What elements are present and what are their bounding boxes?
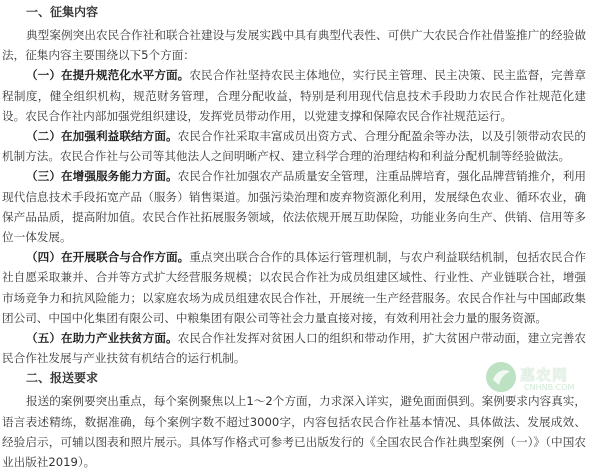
- item-paragraph-1: [2, 65, 586, 126]
- item-body-4: 重点突出联合合作的具体运行管理机制，与农户利益联结机制，包括农民合作社自愿采取兼并、合并等方式扩大经营服务规模；以农民合作社为成员组建区域性、行业性、产业链联合社，增强市场竞争力和抗风险能力；以家庭农场为成员组建农民合作社，开展统一生产经营服务。农民合作社与中国邮政集团公司、中国中化集团有限公司、中粮集团有限公司等社会力量直接对接，有效利用社会力量的服务资源。: [2, 250, 586, 325]
- watermark: [484, 358, 594, 398]
- item-paragraph-4: [2, 247, 586, 328]
- requirements-paragraph: 报送的案例要突出重点，每个案例聚焦以上1～2个方面，力求深入详实，避免面面俱到。案例要求内容真实，语言表述精练，数据准确，每个案例字数不超过3000字，内容包括农民合作社基本情况、具体做法、发展成效、经验启示，可辅以图表和照片展示。具体写作格式可参考已出版发行的《全国农民合作社典型案例（一）》（中国农业出版社2019）。: [2, 394, 586, 470]
- intro-paragraph: 典型案例突出农民合作社和联合社建设与发展实践中具有典型代表性、可供广大农民合作社借鉴推广的经验做法，征集内容主要围绕以下5个方面：: [2, 28, 586, 63]
- item-lead-1: （一）在提升规范化水平方面。: [26, 68, 190, 83]
- item-lead-2: （二）在加强利益联结方面。: [26, 129, 178, 144]
- item-body-3: 农民合作社加强农产品质量安全管理，注重品牌培育，强化品牌营销推介，利用现代信息技术手段拓宽产品（服务）销售渠道。加强污染治理和废弃物资源化利用，发展绿色农业、循环农业，确保产品品质，提高附加值。农民合作社拓展服务领域，依法依规开展互助保险，功能业务向生产、供销、信用等多位一体发展。: [2, 169, 586, 245]
- watermark-logo-icon: [484, 360, 518, 394]
- item-lead-3: （三）在增强服务能力方面。: [26, 169, 178, 184]
- item-body-1: 农民合作社坚持农民主体地位，实行民主管理、民主决策、民主监督，完善章程制度，健全组织机构，规范财务管理，合理分配收益，特别是利用现代信息技术手段助力农民合作社规范化建设。农民合作社内部加强党组织建设，发挥党员带动作用，以党建支撑和保障农民合作社规范运行。: [2, 68, 586, 123]
- item-body-2: 农民合作社采取丰富成员出资方式、合理分配盈余等办法，以及引领带动农民的机制方法。农民合作社与公司等其他法人之间明晰产权、建立科学合理的治理结构和利益分配机制等经验做法。: [2, 129, 586, 164]
- item-body-5: 农民合作社发挥对贫困人口的组织和带动作用，扩大贫困户带动面，建立完善农民合作社发展与产业扶贫有机结合的运行机制。: [2, 331, 586, 366]
- item-lead-5: （五）在助力产业扶贫方面。: [26, 331, 178, 346]
- watermark-url: CNHNB.COM: [524, 383, 575, 392]
- item-paragraph-3: [2, 166, 586, 247]
- section-heading-collection: 一、征集内容: [26, 5, 99, 19]
- item-paragraph-2: [2, 126, 586, 166]
- item-lead-4: （四）在开展联合与合作方面。: [26, 250, 190, 265]
- watermark-text: 惠农网: [520, 366, 569, 384]
- section-heading-requirements: 二、报送要求: [26, 371, 99, 386]
